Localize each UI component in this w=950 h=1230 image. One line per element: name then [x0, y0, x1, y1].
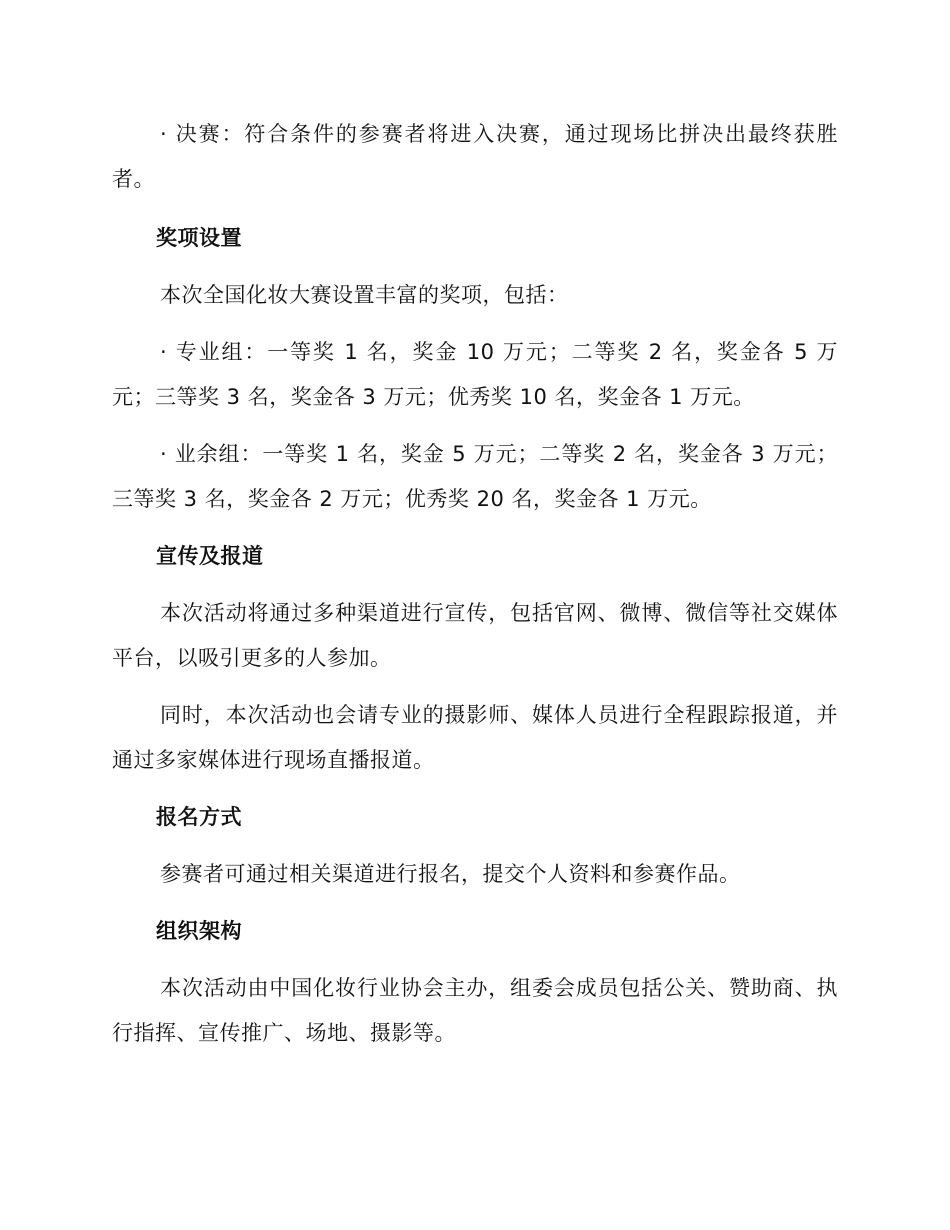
- promotion-channels: 本次活动将通过多种渠道进行宣传，包括官网、微博、微信等社交媒体平台，以吸引更多的人参加。: [112, 601, 838, 670]
- bullet-final-round: · 决赛：符合条件的参赛者将进入决赛，通过现场比拼决出最终获胜者。: [112, 122, 838, 191]
- heading-registration: 报名方式: [156, 805, 242, 829]
- promotion-coverage: 同时，本次活动也会请专业的摄影师、媒体人员进行全程跟踪报道，并通过多家媒体进行现场直播报道。: [112, 703, 838, 772]
- bullet-professional-group: · 专业组：一等奖 1 名，奖金 10 万元；二等奖 2 名，奖金各 5 万元；三等奖 3 名，奖金各 3 万元；优秀奖 10 名，奖金各 1 万元。: [112, 340, 838, 409]
- organization-text: 本次活动由中国化妆行业协会主办，组委会成员包括公关、赞助商、执行指挥、宣传推广、场地、摄影等。: [112, 976, 838, 1045]
- heading-promotion: 宣传及报道: [156, 544, 264, 568]
- awards-intro: 本次全国化妆大赛设置丰富的奖项，包括：: [160, 283, 569, 307]
- document-page: [112, 112, 838, 1056]
- registration-text: 参赛者可通过相关渠道进行报名，提交个人资料和参赛作品。: [160, 862, 741, 886]
- bullet-amateur-group: · 业余组：一等奖 1 名，奖金 5 万元；二等奖 2 名，奖金各 3 万元；三等奖 3 名，奖金各 2 万元；优秀奖 20 名，奖金各 1 万元。: [112, 442, 838, 511]
- heading-organization: 组织架构: [156, 919, 242, 943]
- heading-awards: 奖项设置: [156, 226, 242, 250]
